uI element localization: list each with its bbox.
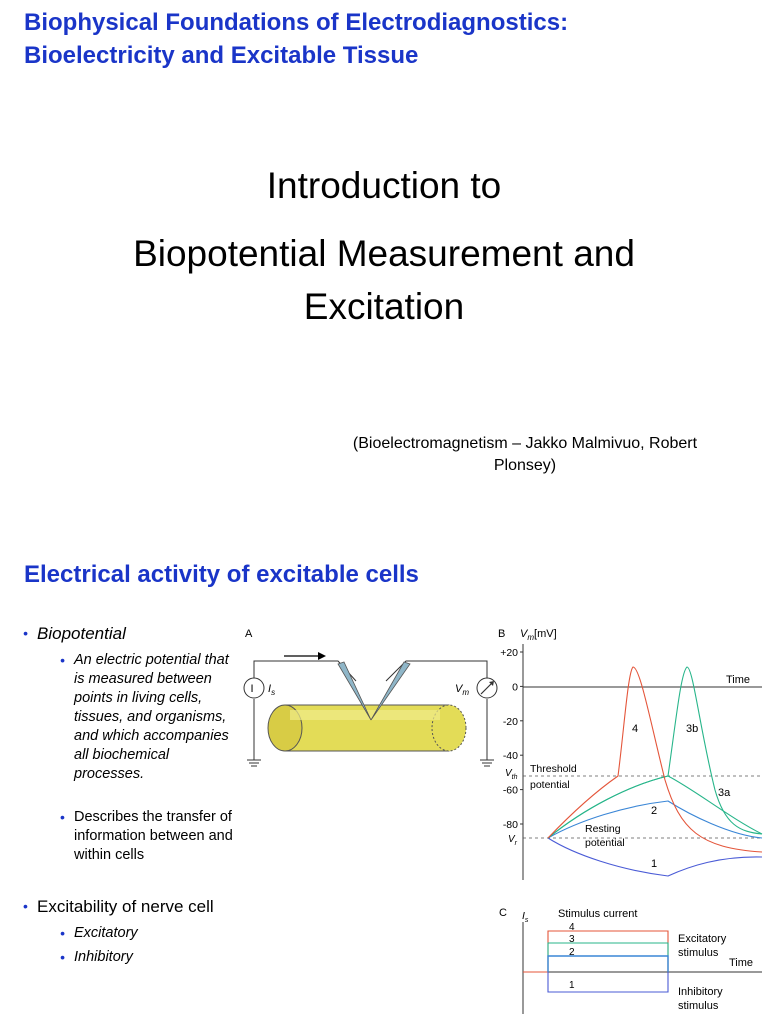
bullet-dot: •	[23, 898, 28, 914]
panel-b-time-label: Time	[726, 674, 751, 686]
panel-c-time-label: Time	[729, 957, 754, 969]
ground-left-icon	[247, 760, 261, 766]
bullet-dot: •	[60, 925, 65, 941]
vr-sub: r	[514, 840, 518, 847]
vth-label	[505, 768, 518, 781]
vr-label	[508, 834, 518, 847]
vth-main: V	[505, 768, 512, 779]
title-line-1: Biophysical Foundations of Electrodiagnostics:	[24, 9, 569, 36]
intro-line-3: Excitation	[303, 286, 465, 327]
y-tick-label: -60	[502, 784, 518, 797]
bullet-text: Excitability of nerve cell	[37, 897, 214, 916]
y-tick-label: +20	[500, 647, 518, 659]
y-tick-label: -20	[502, 715, 518, 728]
stimulus-3	[548, 943, 668, 972]
resting-label-2: potential	[585, 837, 625, 849]
level-label-4: 4	[569, 922, 575, 933]
panel-b	[498, 628, 762, 880]
level-label-2: 2	[569, 947, 575, 958]
panel-c	[499, 907, 762, 1014]
curve-label-1: 1	[651, 858, 658, 870]
citation-line-2: Plonsey)	[493, 457, 557, 474]
vm-axis-unit: [mV]	[534, 628, 557, 640]
vm-axis-label	[520, 628, 557, 642]
vth-sub: th	[511, 774, 518, 781]
panel-b-ticks	[500, 647, 523, 831]
sub-bullet-text: Describes the transfer of information between and within cells	[74, 809, 233, 863]
axon-highlight	[290, 710, 440, 720]
is-axis-main: I	[522, 910, 525, 922]
is-axis-label	[522, 910, 529, 924]
vr-main: V	[508, 834, 515, 845]
panel-a	[244, 628, 497, 766]
stimulus-2	[548, 956, 668, 972]
sub-bullet-text: An electric potential that is measured between points in living cells, tissues, and organisms, and which accompanies all biochemical processes.	[74, 652, 229, 782]
is-main: I	[268, 683, 272, 695]
vm-main: V	[455, 683, 463, 695]
y-tick-label: 0	[512, 681, 518, 694]
is-sub: s	[271, 688, 276, 697]
stimulus-label: Stimulus current	[558, 908, 638, 920]
excitatory-label-1: Excitatory	[678, 933, 727, 945]
panel-a-label: A	[245, 628, 253, 640]
current-arrow-icon	[284, 652, 326, 660]
vm-axis-main: V	[520, 628, 528, 640]
curve-label-2: 2	[651, 805, 658, 817]
intro-line-2: Biopotential Measurement and	[133, 233, 635, 274]
curve-label-4: 4	[632, 723, 639, 735]
is-axis-sub: s	[524, 917, 529, 924]
panel-c-label: C	[499, 907, 507, 919]
threshold-label-1: Threshold	[530, 763, 577, 775]
level-label-3: 3	[569, 934, 575, 945]
bullet-dot: •	[60, 809, 65, 825]
is-label	[268, 683, 275, 697]
threshold-label-2: potential	[530, 779, 570, 791]
curve-1	[548, 838, 762, 876]
bullet-dot: •	[60, 949, 65, 965]
curve-label-3a: 3a	[718, 787, 731, 799]
bullet-text: Biopotential	[37, 624, 126, 643]
curve-label-3b: 3b	[686, 723, 699, 735]
intro-line-1: Introduction to	[266, 165, 502, 206]
bullet-dot: •	[23, 625, 28, 641]
current-source-icon	[244, 678, 264, 698]
section-title: Electrical activity of excitable cells	[24, 561, 419, 588]
ground-right-icon	[480, 760, 494, 766]
inhibitory-label-1: Inhibitory	[678, 986, 723, 998]
stimulus-1	[548, 972, 668, 992]
y-tick-label: -80	[502, 819, 518, 831]
title-line-2: Bioelectricity and Excitable Tissue	[24, 42, 419, 69]
vm-axis-sub: m	[527, 633, 535, 642]
vm-sub: m	[462, 688, 470, 697]
citation-line-1: (Bioelectromagnetism – Jakko Malmivuo, Robert	[352, 435, 698, 452]
curve-4	[548, 667, 762, 852]
resting-label-1: Resting	[585, 823, 621, 835]
current-source-symbol: I	[250, 683, 254, 695]
sub-bullet-text: Inhibitory	[74, 949, 133, 965]
inhibitory-label-2: stimulus	[678, 1000, 719, 1012]
y-tick-label: -40	[502, 750, 518, 763]
panel-b-label: B	[498, 628, 506, 640]
stimulus-4	[523, 931, 668, 972]
level-label-1: 1	[569, 980, 575, 991]
bullet-dot: •	[60, 652, 65, 668]
vm-label-a	[455, 683, 469, 697]
sub-bullet-text: Excitatory	[74, 925, 138, 941]
excitatory-label-2: stimulus	[678, 947, 719, 959]
